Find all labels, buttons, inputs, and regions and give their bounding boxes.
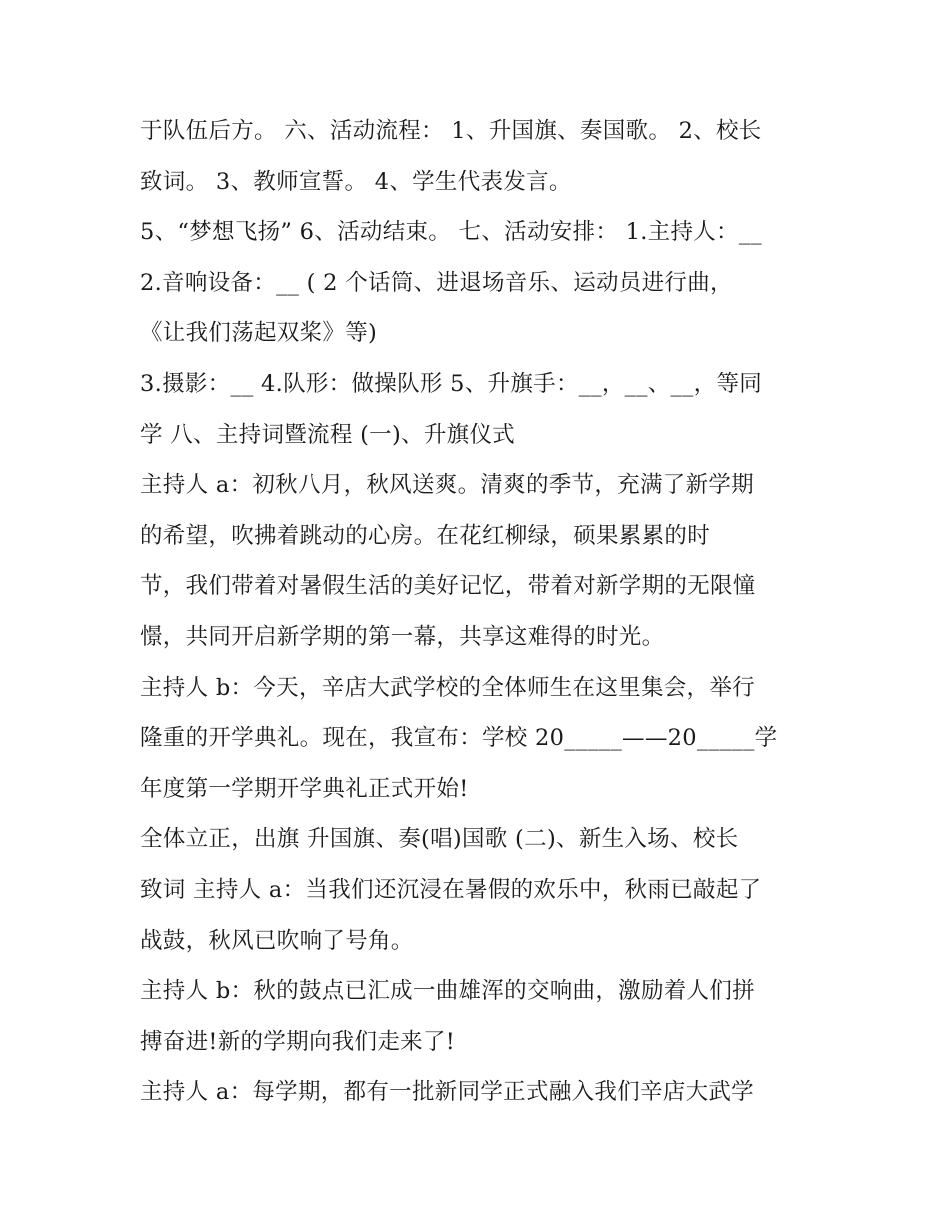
text-line-16: 致词 主持人 a：当我们还沉浸在暑假的欢乐中，秋雨已敲起了 [140,876,762,903]
text-line-14: 年度第一学期开学典礼正式开始! [140,775,469,802]
text-line-4: 2.音响设备：__ ( 2 个话筒、进退场音乐、运动员进行曲， [140,269,733,296]
text-line-13: 隆重的开学典礼。现在，我宣布：学校 20_____——20_____学 [140,725,778,752]
text-line-15: 全体立正，出旗 升国旗、奏(唱)国歌 (二)、新生入场、校长 [140,826,739,853]
text-line-2: 致词。 3、教师宣誓。 4、学生代表发言。 [140,168,572,195]
text-line-20: 主持人 a：每学期，都有一批新同学正式融入我们辛店大武学 [140,1079,754,1106]
text-line-3: 5、“梦想飞扬” 6、活动结束。 七、活动安排： 1.主持人：__ [140,219,762,246]
text-line-19: 搏奋进!新的学期向我们走来了! [140,1028,456,1055]
text-line-6: 3.摄影：__ 4.队形：做操队形 5、升旗手：__，__、__，等同 [140,370,763,397]
text-line-8: 主持人 a：初秋八月，秋风送爽。清爽的季节，充满了新学期 [140,472,754,499]
text-line-12: 主持人 b：今天，辛店大武学校的全体师生在这里集会，举行 [140,674,755,701]
text-line-10: 节，我们带着对暑假生活的美好记忆，带着对新学期的无限憧 [140,573,756,600]
text-line-7: 学 八、主持词暨流程 (一)、升旗仪式 [140,421,516,448]
text-line-9: 的希望，吹拂着跳动的心房。在花红柳绿，硕果累累的时 [140,522,711,549]
document-body [140,106,820,1118]
text-line-11: 憬，共同开启新学期的第一幕，共享这难得的时光。 [140,623,665,650]
text-line-17: 战鼓，秋风已吹响了号角。 [140,927,414,954]
text-line-5: 《让我们荡起双桨》等) [140,320,378,347]
text-line-18: 主持人 b：秋的鼓点已汇成一曲雄浑的交响曲，激励着人们拼 [140,978,755,1005]
text-line-1: 于队伍后方。 六、活动流程： 1、升国旗、奏国歌。 2、校长 [140,118,762,144]
